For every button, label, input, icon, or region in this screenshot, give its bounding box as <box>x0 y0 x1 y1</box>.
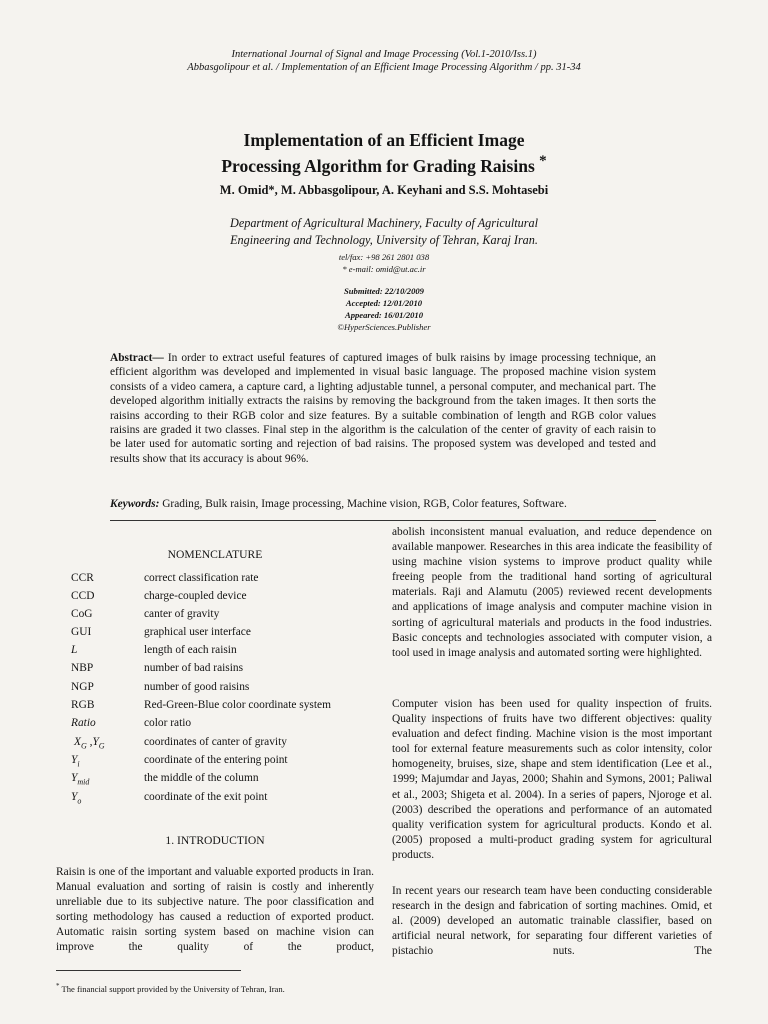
nomenclature-definition: canter of gravity <box>144 608 220 620</box>
right-paragraph-3: In recent years our research team have been conducting considerable research in the design and fabrication of sorting machines. Omid, et al. (2009) developed an automatic trainable classifier, based on artificial neural network, for separating four different varieties of pistachio nuts. The <box>392 885 712 958</box>
nomenclature-definition: graphical user interface <box>144 626 251 638</box>
footnote-rule <box>56 970 241 971</box>
nomenclature-row <box>71 644 391 662</box>
intro-heading: 1. INTRODUCTION <box>165 834 265 847</box>
affiliation <box>0 215 768 249</box>
affiliation-line-1: Department of Agricultural Machinery, Faculty of Agricultural <box>230 216 538 230</box>
nomenclature-row <box>71 772 391 790</box>
title-footnote-mark: * <box>539 153 547 169</box>
nomenclature-definition: the middle of the column <box>144 772 259 784</box>
nomenclature-heading: NOMENCLATURE <box>167 548 263 561</box>
nomenclature-symbol: Ratio <box>71 717 96 729</box>
journal-header: International Journal of Signal and Image Processing (Vol.1-2010/Iss.1) <box>231 49 537 60</box>
nomenclature-definition: number of bad raisins <box>144 662 244 674</box>
abstract-text: In order to extract useful features of captured images of bulk raisins by image processing technique, an efficient algorithm was developed and implemented in visual basic language. The proposed machine vision system consists of a video camera, a capture card, a lighting adjustable tunnel, a personal computer, and mechanical part. The developed algorithm initially extracts the raisins by removing the background from the taken images. It then sorts the raisins according to their RGB color and size features. By a suitable combination of length and RGB color values raisins are graded it two classes. Final step in the algorithm is the calculation of the center of gravity of each raisin to be later used for automatic sorting and rejection of bad raisins. The proposed system was developed and tested and results show that its accuracy is about 96%. <box>110 352 656 465</box>
footnote-text: The financial support provided by the University of Tehran, Iran. <box>59 983 285 994</box>
nomenclature-definition: number of good raisins <box>144 681 250 693</box>
date-appeared: Appeared: 16/01/2010 <box>344 310 424 320</box>
footnote <box>56 982 285 994</box>
abstract-label: Abstract— <box>110 352 164 364</box>
date-submitted: Submitted: 22/10/2009 <box>344 286 424 296</box>
nomenclature-row <box>71 699 391 717</box>
footnote-mark: * <box>56 982 60 990</box>
intro-paragraph: Raisin is one of the important and valuable exported products in Iran. Manual evaluation and sorting of raisin is costly and inherently unreliable due to its subjective nature. The poor classification and sorting methodology has caused a reduction of exported product. Automatic raisin sorting system based on machine vision can improve the quality of the product, <box>56 866 374 954</box>
citation-header: Abbasgolipour et al. / Implementation of an Efficient Image Processing Algorithm / pp. 31-34 <box>187 62 581 73</box>
nomenclature-row <box>71 572 391 590</box>
affiliation-line-2: Engineering and Technology, University of Tehran, Karaj Iran. <box>230 233 538 247</box>
nomenclature-definition: coordinate of the exit point <box>144 791 268 803</box>
nomenclature-symbol: $Y_i$ <box>71 754 80 769</box>
nomenclature-symbol: GUI <box>71 626 92 638</box>
nomenclature-symbol: L <box>71 644 78 656</box>
nomenclature-definition: charge-coupled device <box>144 590 247 602</box>
nomenclature-row <box>71 736 391 754</box>
nomenclature-row <box>71 590 391 608</box>
nomenclature-symbol: NBP <box>71 662 94 674</box>
publisher: ©HyperSciences.Publisher <box>337 322 431 332</box>
date-accepted: Accepted: 12/01/2010 <box>345 298 423 308</box>
nomenclature-symbol: NGP <box>71 681 94 693</box>
nomenclature-row <box>71 626 391 644</box>
contact-tel: tel/fax: +98 261 2801 038 <box>338 252 430 262</box>
nomenclature-row <box>71 662 391 680</box>
keywords <box>110 498 656 510</box>
nomenclature-definition: Red-Green-Blue color coordinate system <box>144 699 331 711</box>
nomenclature-symbol: $X_G$ $,Y_G$ <box>74 736 105 751</box>
nomenclature-symbol: RGB <box>71 699 95 711</box>
nomenclature-symbol: $Y_o$ <box>71 791 82 806</box>
keywords-label: Keywords: <box>110 498 160 510</box>
nomenclature-symbol: CoG <box>71 608 93 620</box>
abstract <box>110 351 656 466</box>
keywords-text: Grading, Bulk raisin, Image processing, Machine vision, RGB, Color features, Software. <box>159 498 567 510</box>
nomenclature-definition: color ratio <box>144 717 192 729</box>
title-line-1: Implementation of an Efficient Image <box>243 130 525 150</box>
nomenclature-symbol: $Y_{mid}$ <box>71 772 90 787</box>
right-paragraph-2: Computer vision has been used for quality inspection of fruits. Quality inspections of fruits have two different objectives: quality evaluation and defect finding. Machine vision is the most important tool for external feature measurements such as color intensity, color homogeneity, bruises, size, shape and stem identification (Lee et al., 1999; Majumdar and Jayas, 2000; Shahin and Symons, 2001; Paliwal et al., 2003; Shigeta et al. 2004). In a series of papers, Njoroge et al. (2003) described the operations and performance of an automated quality verification system for agricultural products. Kondo et al. (2005) proposed a multi-product grading system for agricultural products. <box>392 698 712 861</box>
right-paragraph-1: abolish inconsistent manual evaluation, and reduce dependence on available manpower. Researches in this area indicate the feasibility of using machine vision systems to improve product quality while freeing people from the traditional hand sorting of agricultural materials. Raji and Alamutu (2005) reviewed recent developments and applications of image analysis and computer machine vision in sorting of agricultural materials and products in the food industries. Basic concepts and technologies associated with computer vision, a tool used in image analysis and automated sorting were highlighted. <box>392 526 712 659</box>
nomenclature-row <box>71 754 391 772</box>
abstract-divider <box>110 520 656 521</box>
nomenclature-definition: coordinate of the entering point <box>144 754 288 766</box>
nomenclature-row <box>71 791 391 809</box>
authors: M. Omid*, M. Abbasgolipour, A. Keyhani and S.S. Mohtasebi <box>219 183 549 197</box>
nomenclature-symbol: CCD <box>71 590 95 602</box>
paper-title <box>0 130 768 177</box>
nomenclature-symbol: CCR <box>71 572 94 584</box>
nomenclature-row <box>71 717 391 735</box>
nomenclature-definition: correct classification rate <box>144 572 259 584</box>
nomenclature-row <box>71 681 391 699</box>
nomenclature-definition: length of each raisin <box>144 644 237 656</box>
nomenclature-row <box>71 608 391 626</box>
nomenclature-definition: coordinates of canter of gravity <box>144 736 287 748</box>
title-line-2: Processing Algorithm for Grading Raisins <box>221 155 535 176</box>
contact-email: * e-mail: omid@ut.ac.ir <box>342 264 426 274</box>
